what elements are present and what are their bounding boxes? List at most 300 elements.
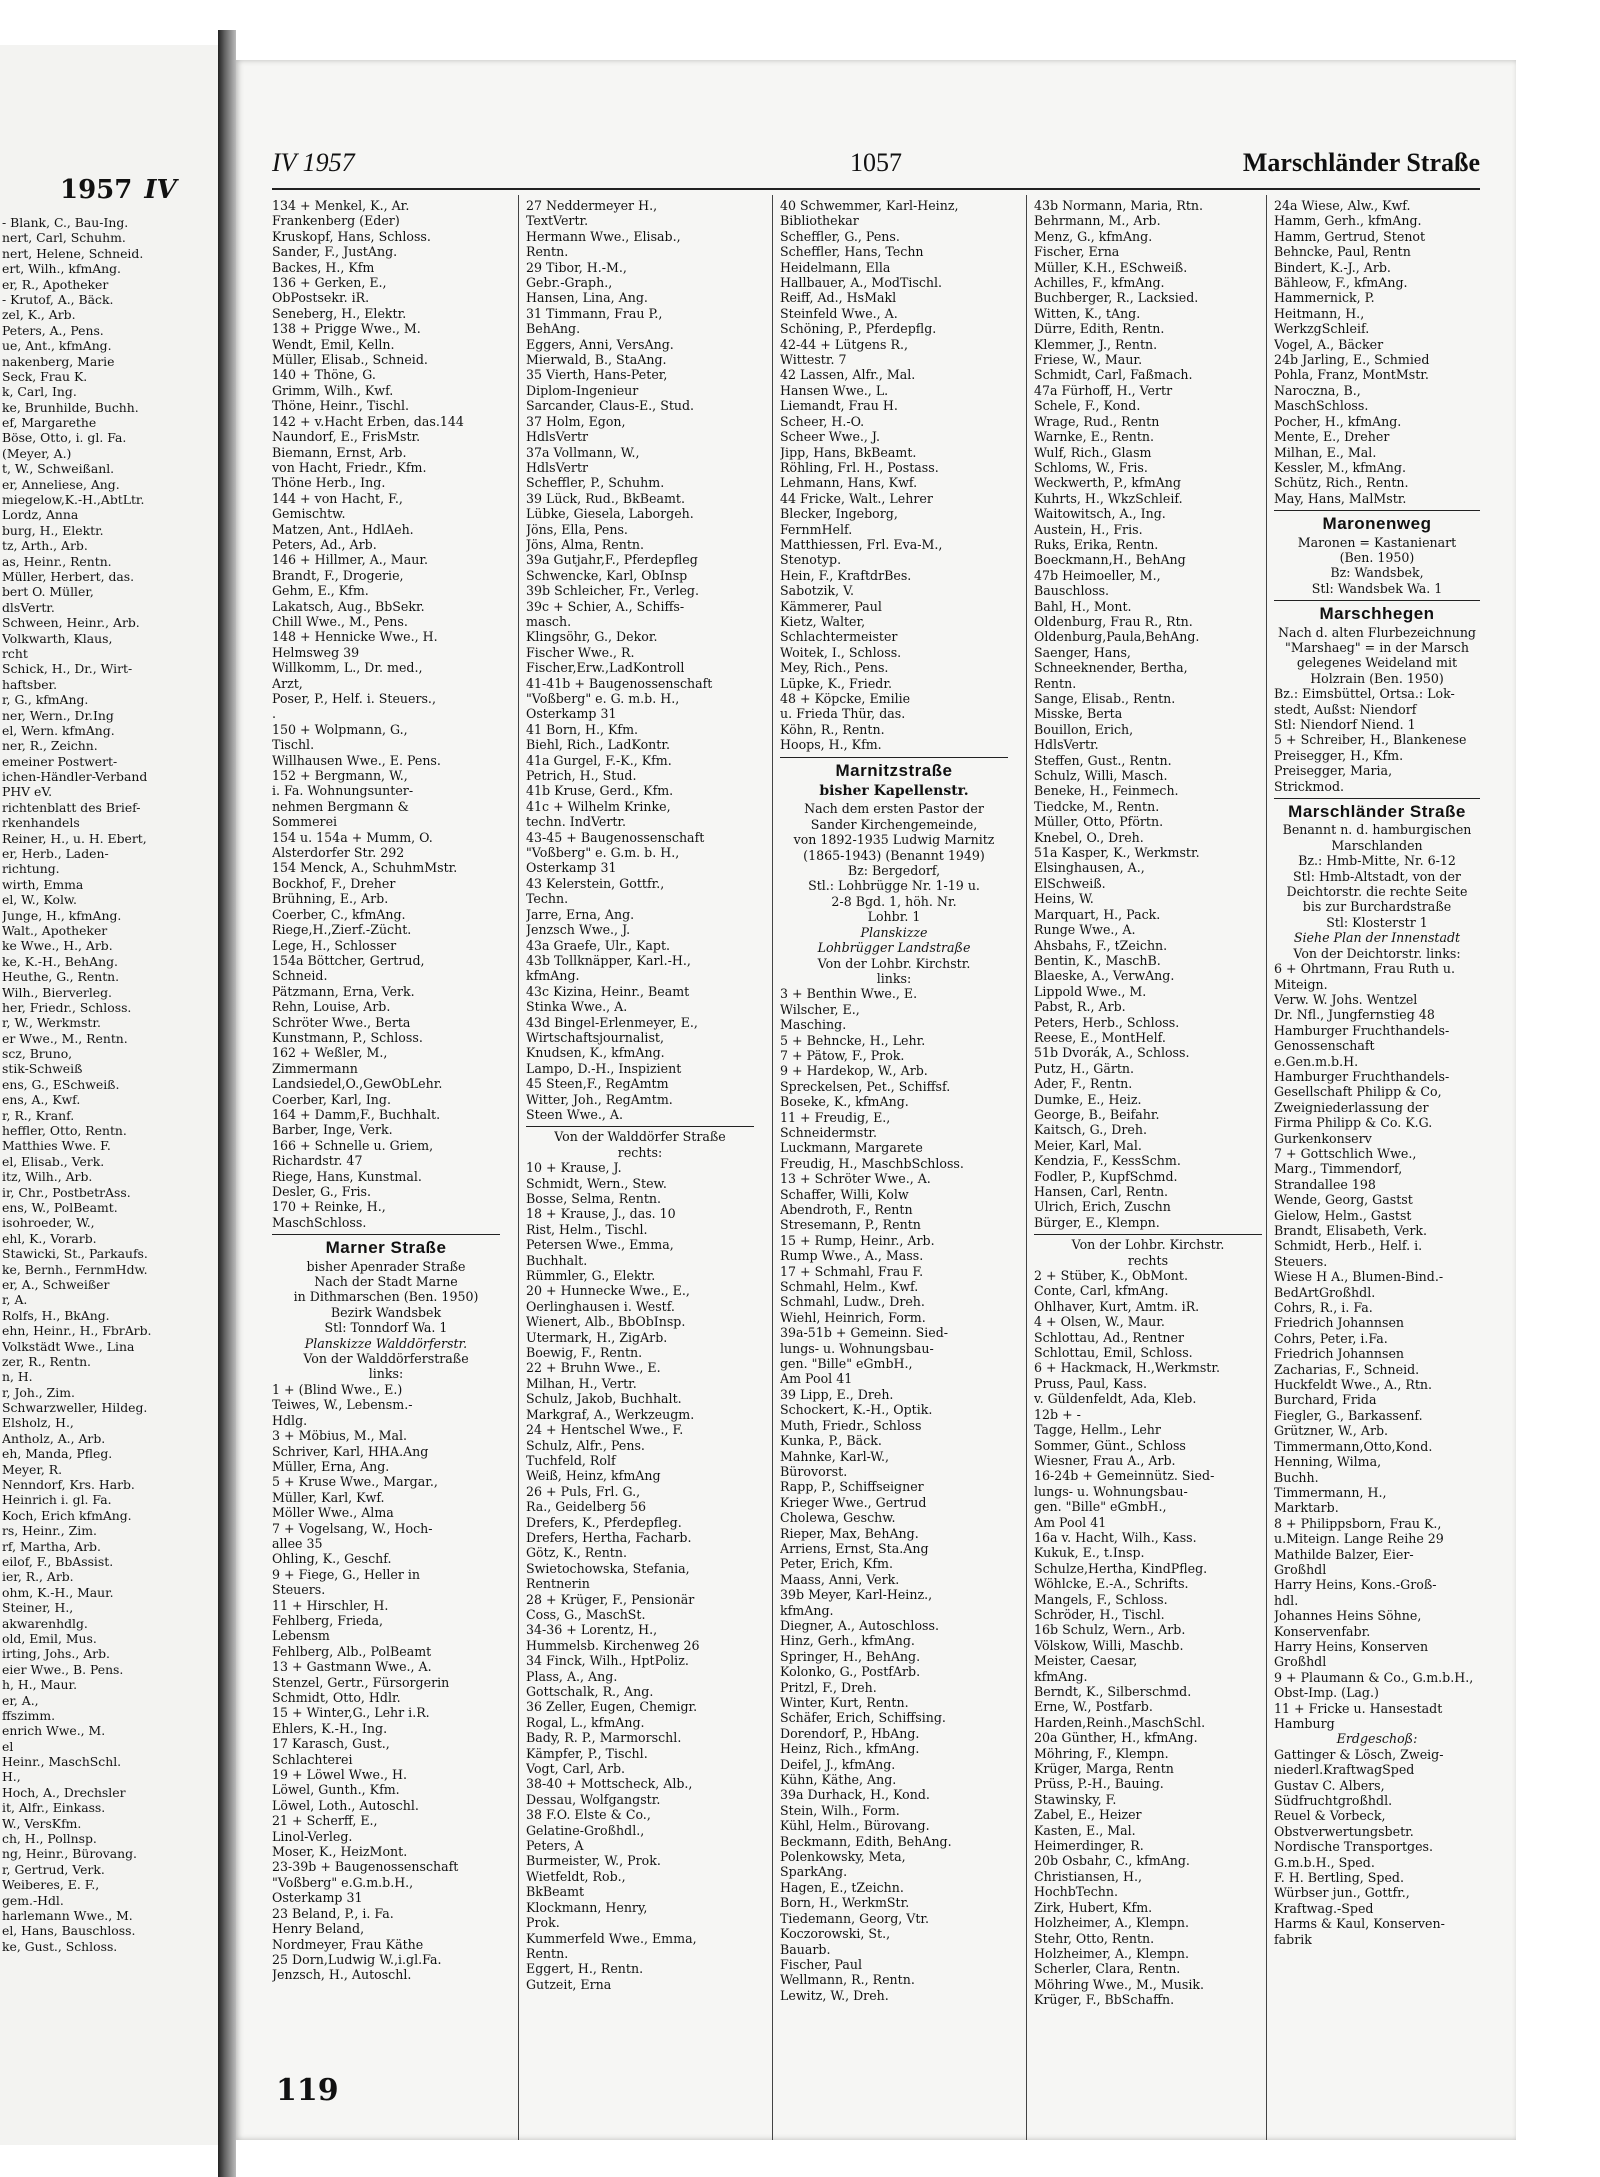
directory-entry: Christiansen, H.,	[1034, 1868, 1142, 1884]
directory-entry: Tiedemann, Georg, Vtr.	[780, 1910, 930, 1926]
directory-entry: Götz, K., Rentn.	[526, 1545, 627, 1561]
directory-entry: hdl.	[1274, 1592, 1299, 1608]
directory-entry: Rapp, P., Schiffseigner	[780, 1479, 924, 1495]
left-page-line: bert O. Müller,	[2, 584, 94, 600]
directory-entry: Müller, Otto, Pförtn.	[1034, 814, 1164, 830]
directory-entry: 18 + Krause, J., das. 10	[526, 1206, 676, 1222]
street-note: Nach der Stadt Marne	[314, 1274, 458, 1290]
directory-entry: Wirtschaftsjournalist,	[526, 1029, 664, 1045]
left-page-line: ke, K.-H., BehAng.	[2, 953, 118, 969]
directory-entry: Bentin, K., MaschB.	[1034, 952, 1161, 968]
directory-entry: Lüpke, K., Friedr.	[780, 675, 892, 691]
directory-entry: Sommer, Günt., Schloss	[1034, 1437, 1186, 1453]
page-folio: 119	[276, 2073, 339, 2108]
left-page-line: er, A., Schweißer	[2, 1276, 110, 1292]
left-page-line: Wilh., Bierverleg.	[2, 984, 112, 1000]
directory-entry: Weiß, Heinz, kfmAng	[526, 1468, 661, 1484]
directory-entry: Blaeske, A., VerwAng.	[1034, 968, 1175, 984]
street-note: Marschlanden	[1331, 837, 1423, 853]
left-page-line: Meyer, R.	[2, 1461, 63, 1477]
directory-entry: von Hacht, Friedr., Kfm.	[272, 459, 427, 475]
directory-entry: 45 Steen,F., RegAmtm	[526, 1076, 669, 1092]
directory-entry: Tischl.	[272, 737, 315, 753]
directory-entry: 166 + Schnelle u. Griem,	[272, 1137, 434, 1153]
street-note-italic: Erdgeschoß:	[1336, 1731, 1418, 1747]
directory-entry: Coerber, Karl, Ing.	[272, 1091, 391, 1107]
left-page-line: rkenhandels	[2, 815, 80, 831]
directory-entry: Dr. Nfl., Jungfernstieg 48	[1274, 1007, 1435, 1023]
left-page-line: - Blank, C., Bau-Ing.	[2, 215, 129, 230]
column-divider	[518, 195, 519, 2140]
left-page-line: ens, A., Kwf.	[2, 1092, 81, 1108]
directory-entry: e.Gen.m.b.H.	[1274, 1053, 1359, 1069]
directory-entry: Diplom-Ingenieur	[526, 382, 639, 398]
directory-entry: 21 + Scherff, E.,	[272, 1813, 378, 1829]
directory-entry: 146 + Hillmer, A., Maur.	[272, 552, 428, 568]
directory-entry: 29 Tibor, H.-M.,	[526, 259, 627, 275]
directory-entry: HdlsVertr	[526, 429, 589, 445]
street-note: Lohbr. 1	[867, 909, 921, 925]
directory-entry: 3 + Benthin Wwe., E.	[780, 986, 918, 1002]
left-page-line: zer, R., Rentn.	[2, 1353, 91, 1369]
directory-entry: .	[272, 706, 277, 722]
directory-entry: 39c + Schier, A., Schiffs-	[526, 598, 685, 614]
left-page-line: irting, Johs., Arb.	[2, 1646, 110, 1662]
street-note: bis zur Burchardstraße	[1302, 899, 1452, 915]
directory-entry: Witten, K., tAng.	[1034, 305, 1141, 321]
directory-entry: Utermark, H., ZigArb.	[526, 1329, 668, 1345]
directory-entry: Thöne, Heinr., Tischl.	[272, 398, 409, 414]
directory-entry: Nordische Transportges.	[1274, 1839, 1434, 1855]
directory-entry: Henning, Wilma,	[1274, 1454, 1382, 1470]
directory-entry: Jöns, Ella, Pens.	[526, 521, 628, 537]
directory-entry: 43c Kizina, Heinr., Beamt	[526, 983, 690, 999]
directory-entry: Schröder, H., Tischl.	[1034, 1606, 1165, 1622]
directory-entry: 170 + Reinke, H.,	[272, 1199, 386, 1215]
left-page-line: ehn, Heinr., H., FbrArb.	[2, 1323, 152, 1339]
left-page-line: n, H.	[2, 1369, 33, 1385]
directory-entry: gen. "Bille" eGmbH.,	[780, 1356, 913, 1372]
left-page-line: Peters, A., Pens.	[2, 322, 104, 338]
edition-label: IV 1957	[272, 148, 355, 177]
book-gutter	[218, 30, 236, 2177]
left-page-line: miegelow,K.-H.,AbtLtr.	[2, 492, 145, 508]
left-page-line: akwarenhdlg.	[2, 1615, 88, 1631]
street-note-italic: Siehe Plan der Innenstadt	[1293, 930, 1461, 946]
left-page-line: emeiner Postwert-	[2, 753, 118, 769]
directory-entry: Schmahl, Helm., Kwf.	[780, 1279, 919, 1295]
directory-entry: 34-36 + Lorentz, H.,	[526, 1622, 658, 1638]
directory-entry: 23-39b + Baugenossenschaft	[272, 1859, 459, 1875]
left-page-line: eilof, F., BbAssist.	[2, 1553, 114, 1569]
directory-entry: Hamm, Gerh., kfmAng.	[1274, 213, 1422, 229]
directory-entry: Linol-Verleg.	[272, 1828, 353, 1844]
directory-entry: Harry Heins, Konserven	[1274, 1638, 1429, 1654]
directory-entry: Dessau, Wolfgangstr.	[526, 1791, 661, 1807]
directory-entry: 148 + Hennicke Wwe., H.	[272, 629, 438, 645]
page-number: 1057	[850, 148, 902, 177]
left-page-line: r, A.	[2, 1292, 28, 1308]
directory-entry: Wulf, Rich., Glasm	[1034, 444, 1152, 460]
directory-entry: "Voßberg" e. G. m.b. H.,	[526, 691, 680, 706]
directory-entry: Klemmer, J., Rentn.	[1034, 336, 1158, 352]
directory-entry: Harden,Reinh.,MaschSchl.	[1034, 1714, 1206, 1730]
directory-entry: Timmermann, H.,	[1274, 1484, 1387, 1500]
directory-entry: Scheffler, G., Pens.	[780, 228, 900, 244]
left-page-line: Schween, Heinr., Arb.	[2, 615, 140, 631]
street-note-italic: Lohbrügger Landstraße	[817, 940, 971, 956]
left-page-header	[60, 175, 177, 205]
directory-entry: Obstverwertungsbetr.	[1274, 1823, 1414, 1839]
street-note: Deichtorstr. die rechte Seite	[1286, 884, 1468, 900]
left-page-line: nakenberg, Marie	[2, 353, 115, 369]
directory-entry: 154 u. 154a + Mumm, O.	[272, 829, 433, 845]
directory-entry: Burchard, Frida	[1274, 1392, 1377, 1408]
left-page-line: nert, Helene, Schneid.	[2, 245, 144, 261]
directory-entry: Pruss, Paul, Kass.	[1034, 1375, 1147, 1391]
directory-entry: Swietochowska, Stefania,	[526, 1560, 690, 1576]
directory-entry: Gehm, E., Kfm.	[272, 583, 369, 599]
directory-entry: 42 Lassen, Alfr., Mal.	[780, 367, 916, 383]
left-page-line: Seck, Frau K.	[2, 368, 88, 384]
directory-entry: Schulz, Willi, Masch.	[1034, 768, 1168, 784]
directory-entry: Fodler, P., KupfSchmd.	[1034, 1168, 1178, 1184]
left-page-line: gem.-Hdl.	[2, 1892, 64, 1908]
directory-entry: Mierwald, B., StaAng.	[526, 352, 667, 368]
left-page-line: wirth, Emma	[2, 876, 84, 892]
directory-entry: Blecker, Ingeborg,	[780, 506, 898, 522]
directory-entry: Reuel & Vorbeck,	[1274, 1808, 1386, 1824]
directory-entry: Schulze,Hertha, KindPfleg.	[1034, 1560, 1208, 1576]
directory-entry: Stein, Wilh., Form.	[780, 1802, 900, 1818]
directory-entry: Chill Wwe., M., Pens.	[272, 613, 408, 629]
directory-entry: Spreckelsen, Pet., Schiffsf.	[780, 1078, 951, 1094]
directory-entry: Schneidermstr.	[780, 1124, 878, 1140]
directory-entry: masch.	[526, 613, 572, 629]
left-page-line: Elsholz, H.,	[2, 1415, 74, 1431]
directory-entry: Johannes Heins Söhne,	[1274, 1608, 1422, 1624]
directory-entry: Kunka, P., Bäck.	[780, 1433, 882, 1449]
directory-entry: Ulrich, Erich, Zuschn	[1034, 1199, 1171, 1215]
street-note: "Marshaeg" = in der Marsch	[1285, 639, 1469, 655]
directory-entry: Krüger, Marga, Rentn	[1034, 1761, 1174, 1777]
directory-entry: Wöhlcke, E.-A., Schrifts.	[1034, 1576, 1189, 1592]
directory-entry: Schriver, Karl, HHA.Ang	[272, 1443, 429, 1459]
directory-entry: Friese, W., Maur.	[1034, 352, 1143, 368]
section-separator	[780, 757, 1008, 758]
directory-entry: 37a Vollmann, W.,	[526, 444, 640, 460]
directory-entry: Cohrs, R., i. Fa.	[1274, 1300, 1373, 1316]
directory-entry: Naroczna, B.,	[1274, 382, 1361, 398]
directory-entry: Hamburger Fruchthandels-	[1274, 1022, 1450, 1038]
directory-entry: Wiehl, Heinrich, Form.	[780, 1309, 926, 1325]
left-page-line: ner, R., Zeichn.	[2, 738, 98, 754]
directory-entry: Tiedcke, M., Rentn.	[1034, 798, 1160, 814]
directory-entry: Ohlhaver, Kurt, Amtm. iR.	[1034, 1298, 1200, 1314]
street-note: bisher Kapellenstr.	[819, 783, 969, 800]
directory-entry: Petersen Wwe., Emma,	[526, 1237, 674, 1253]
directory-entry: Rentn.	[1034, 675, 1077, 691]
directory-entry: Reese, E., MontHelf.	[1034, 1029, 1166, 1045]
directory-entry: Peters, A	[526, 1838, 584, 1854]
directory-entry: Nordmeyer, Frau Käthe	[272, 1936, 424, 1952]
directory-entry: Knudsen, K., kfmAng.	[526, 1045, 665, 1061]
directory-entry: Masching.	[780, 1017, 847, 1033]
street-note: rechts:	[617, 1144, 663, 1160]
directory-entry: 140 + Thöne, G.	[272, 367, 376, 383]
directory-entry: 138 + Prigge Wwe., M.	[272, 321, 421, 337]
directory-entry: Gelatine-Großhdl.,	[526, 1822, 645, 1838]
street-note: links:	[368, 1366, 404, 1382]
section-separator	[272, 1234, 500, 1235]
directory-entry: Kasten, E., Mal.	[1034, 1822, 1136, 1838]
directory-entry: kfmAng.	[526, 968, 580, 984]
street-note: Bz.: Hmb-Mitte, Nr. 6-12	[1298, 853, 1456, 869]
directory-entry: Stenotyp.	[780, 552, 842, 568]
street-heading: Marner Straße	[325, 1238, 447, 1258]
directory-entry: 5 + Schreiber, H., Blankenese	[1274, 732, 1467, 748]
directory-entry: Born, H., WerkmStr.	[780, 1895, 910, 1911]
directory-entry: Timmermann,Otto,Kond.	[1274, 1438, 1433, 1454]
directory-entry: 51a Kasper, K., Werkmstr.	[1034, 845, 1200, 861]
directory-entry: Coerber, C., kfmAng.	[272, 906, 406, 922]
directory-entry: Südfruchtgroßhdl.	[1274, 1793, 1393, 1809]
directory-entry: Oldenburg,Paula,BehAng.	[1034, 629, 1200, 645]
directory-entry: Pohla, Franz, MontMstr.	[1274, 367, 1429, 383]
directory-entry: 11 + Freudig, E.,	[780, 1109, 891, 1125]
directory-entry: Abendroth, F., Rentn	[780, 1202, 913, 1217]
left-page-line: Koch, Erich kfmAng.	[2, 1507, 132, 1523]
directory-entry: 2 + Stüber, K., ObMont.	[1034, 1268, 1188, 1284]
directory-entry: 6 + Ohrtmann, Frau Ruth u.	[1274, 961, 1456, 977]
left-page-line: el, Hans, Bauschloss.	[2, 1923, 136, 1939]
directory-entry: 39a-51b + Gemeinn. Sied-	[780, 1325, 949, 1341]
directory-entry: May, Hans, MalMstr.	[1274, 490, 1407, 506]
directory-entry: 6 + Hackmack, H.,Werkmstr.	[1034, 1360, 1221, 1376]
street-note: Bezirk Wandsbek	[330, 1304, 442, 1320]
directory-entry: 43b Normann, Maria, Rtn.	[1034, 198, 1204, 213]
directory-entry: Vogel, A., Bäcker	[1274, 336, 1384, 352]
directory-entry: Schulz, Alfr., Pens.	[526, 1437, 645, 1453]
left-page-line: itz, Wilh., Arb.	[2, 1169, 93, 1185]
directory-entry: Scherler, Clara, Rentn.	[1034, 1961, 1181, 1977]
directory-entry: Steen Wwe., A.	[526, 1106, 623, 1122]
directory-entry: Heinz, Rich., kfmAng.	[780, 1741, 920, 1757]
directory-entry: Erne, W., Postfarb.	[1034, 1699, 1153, 1715]
directory-entry: Schlachterei	[272, 1751, 353, 1767]
directory-entry: Kendzia, F., KessSchm.	[1034, 1153, 1181, 1169]
directory-entry: Austein, H., Fris.	[1034, 521, 1143, 537]
directory-entry: 24 + Hentschel Wwe., F.	[526, 1422, 684, 1438]
directory-entry: Möhring, F., Klempn.	[1034, 1745, 1169, 1761]
left-page-line: heffler, Otto, Rentn.	[2, 1123, 127, 1139]
left-page-line: er Wwe., M., Rentn.	[2, 1030, 128, 1046]
street-note: Stl.: Lohbrügge Nr. 1-19 u.	[808, 878, 980, 894]
directory-entry: Gutzeit, Erna	[526, 1976, 612, 1992]
directory-entry: Schwencke, Karl, ObInsp	[526, 567, 688, 583]
directory-entry: Hansen, Lina, Ang.	[526, 290, 648, 306]
directory-entry: Gurkenkonserv	[1274, 1130, 1372, 1146]
street-note: Stl: Hmb-Altstadt, von der	[1293, 868, 1461, 884]
directory-entry: Arzt,	[272, 675, 303, 691]
directory-entry: Brandt, Elisabeth, Verk.	[1274, 1223, 1427, 1238]
directory-entry: Müller, Elisab., Schneid.	[272, 352, 428, 368]
directory-entry: Seneberg, H., Elektr.	[272, 305, 407, 321]
directory-entry: Koczorowski, St.,	[780, 1926, 891, 1942]
directory-entry: Möller Wwe., Alma	[272, 1505, 394, 1521]
street-note: Stl: Klosterstr 1	[1326, 914, 1428, 930]
left-page-line: ef, Margarethe	[2, 415, 97, 431]
directory-entry: 38 F.O. Elste & Co.,	[526, 1807, 651, 1823]
street-note: 2-8 Bgd. 1, höh. Nr.	[831, 893, 957, 909]
directory-entry: Peter, Erich, Kfm.	[780, 1556, 893, 1572]
directory-entry: 20b Osbahr, C., kfmAng.	[1034, 1853, 1190, 1869]
directory-entry: Rümmler, G., Elektr.	[526, 1268, 656, 1284]
directory-entry: Burmeister, W., Prok.	[526, 1853, 661, 1869]
left-page-line: r, W., Werkmstr.	[2, 1015, 101, 1031]
directory-entry: Fischer, Paul	[780, 1956, 863, 1972]
directory-entry: Marquart, H., Pack.	[1034, 906, 1161, 922]
directory-entry: 41b Kruse, Gerd., Kfm.	[526, 783, 674, 799]
directory-entry: Ra., Geidelberg 56	[526, 1499, 646, 1515]
directory-entry: Buchh.	[1274, 1469, 1319, 1485]
directory-entry: 43 Kelerstein, Gottfr.,	[526, 875, 665, 891]
directory-entry: Zweigniederlassung der	[1274, 1099, 1429, 1115]
directory-entry: Preisegger, H., Kfm.	[1274, 747, 1404, 763]
left-page-line: Böse, Otto, i. gl. Fa.	[2, 430, 127, 446]
directory-entry: Gottschalk, R., Ang.	[526, 1684, 654, 1699]
directory-entry: Kühn, Käthe, Ang.	[780, 1772, 897, 1788]
directory-entry: George, B., Beifahr.	[1034, 1106, 1160, 1122]
directory-entry: Menz, G., kfmAng.	[1034, 228, 1153, 244]
directory-entry: Lampo, D.-H., Inspizient	[526, 1060, 682, 1076]
directory-entry: techn. IndVertr.	[526, 814, 627, 830]
directory-entry: Kraftwag.-Sped	[1274, 1900, 1374, 1916]
directory-entry: Heimerdinger, R.	[1034, 1838, 1144, 1854]
directory-entry: 34 Finck, Wilh., HptPoliz.	[526, 1653, 689, 1669]
column-divider	[772, 195, 773, 2140]
left-page-line: ue, Ant., kfmAng.	[2, 338, 112, 354]
directory-entry: 150 + Wolpmann, G.,	[272, 721, 408, 737]
street-note: (1865-1943) (Benannt 1949)	[803, 847, 985, 863]
directory-entry: 152 + Bergmann, W.,	[272, 768, 408, 784]
directory-entry: stedt, Außst: Niendorf	[1274, 701, 1417, 717]
street-note: (Ben. 1950)	[1339, 549, 1415, 565]
directory-entry: Cholewa, Geschw.	[780, 1510, 896, 1526]
directory-entry: Sander, F., JustAng.	[272, 244, 398, 260]
directory-entry: Schäfer, Erich, Schiffsing.	[780, 1710, 946, 1726]
directory-entry: Behncke, Paul, Rentn	[1274, 244, 1411, 260]
directory-entry: 36 Zeller, Eugen, Chemigr.	[526, 1699, 698, 1715]
directory-entry: Gesellschaft Philipp & Co,	[1274, 1084, 1442, 1100]
directory-entry: 11 + Fricke u. Hansestadt	[1274, 1700, 1443, 1716]
directory-entry: Sommerei	[272, 814, 338, 830]
left-page-line: scz, Bruno,	[2, 1046, 73, 1062]
directory-entry: Stawinsky, F.	[1034, 1791, 1117, 1807]
directory-entry: Holzheimer, A., Klempn.	[1034, 1945, 1189, 1961]
directory-entry: Wietfeldt, Rob.,	[526, 1868, 626, 1884]
directory-entry: Scheer, H.-O.	[780, 413, 865, 429]
directory-entry: Frankenberg (Eder)	[272, 213, 400, 229]
directory-entry: 16-24b + Gemeinnütz. Sied-	[1034, 1468, 1215, 1484]
directory-entry: 42-44 + Lütgens R.,	[780, 336, 908, 352]
directory-entry: Bähleow, F., kfmAng.	[1274, 275, 1408, 291]
directory-entry: Obst-Imp. (Lag.)	[1274, 1685, 1379, 1701]
directory-entry: Wellmann, R., Rentn.	[780, 1972, 915, 1988]
directory-entry: Bibliothekar	[780, 213, 859, 229]
directory-entry: Bz.: Eimsbüttel, Ortsa.: Lok-	[1274, 686, 1455, 702]
street-note: Nach dem ersten Pastor der	[804, 801, 984, 817]
left-page-line: r, R., Kranf.	[2, 1107, 75, 1123]
directory-entry: Preisegger, Maria,	[1274, 763, 1393, 779]
directory-entry: Meister, Caesar,	[1034, 1653, 1138, 1669]
directory-entry: Löwel, Loth., Autoschl.	[272, 1797, 419, 1813]
directory-entry: Pocher, H., kfmAng.	[1274, 413, 1402, 429]
directory-entry: Springer, H., BehAng.	[780, 1648, 921, 1664]
directory-entry: Schlottau, Emil, Schloss.	[1034, 1345, 1193, 1361]
directory-entry: Mahnke, Karl-W.,	[780, 1448, 889, 1464]
directory-entry: 162 + Weßler, M.,	[272, 1045, 388, 1061]
left-page-entries	[2, 215, 212, 1954]
directory-entry: Heidelmann, Ella	[780, 259, 891, 275]
directory-entry: 37 Holm, Egon,	[526, 413, 626, 429]
directory-entry: Stehr, Otto, Rentn.	[1034, 1930, 1155, 1946]
directory-entry: Grützner, W., Arb.	[1274, 1423, 1389, 1439]
left-page-line: rcht	[2, 645, 28, 661]
directory-entry: Putz, H., Gärtn.	[1034, 1060, 1135, 1076]
directory-entry: Osterkamp 31	[272, 1890, 363, 1906]
directory-entry: Grimm, Wilh., Kwf.	[272, 382, 394, 398]
directory-entry: Meier, Karl, Mal.	[1034, 1137, 1142, 1153]
street-note: Bz: Wandsbek,	[1330, 565, 1424, 581]
directory-entry: Scheffler, P., Schuhm.	[526, 475, 665, 491]
left-page-year: 1957	[60, 175, 133, 205]
directory-entry: 40 Schwemmer, Karl-Heinz,	[780, 198, 959, 213]
left-page-line: burg, H., Elektr.	[2, 522, 104, 538]
street-note-italic: Planskizze Walddörferstr.	[304, 1335, 468, 1351]
column-divider	[1026, 195, 1027, 2140]
column-5	[1274, 198, 1480, 1947]
directory-entry: Bürovorst.	[780, 1463, 848, 1479]
directory-entry: Biemann, Ernst, Arb.	[272, 444, 407, 460]
directory-entry: Wilscher, E.,	[780, 1001, 860, 1017]
directory-entry: lungs- u. Wohnungsbau-	[1034, 1483, 1188, 1499]
directory-entry: Stl: Niendorf Niend. 1	[1274, 717, 1416, 732]
left-page-line: ohm, K.-H., Maur.	[2, 1584, 114, 1600]
directory-entry: 15 + Winter,G., Lehr i.R.	[272, 1705, 430, 1721]
street-note: Von der Lohbr. Kirchstr.	[1071, 1237, 1225, 1253]
directory-entry: "Voßberg" e.G.m.b.H.,	[272, 1874, 414, 1890]
directory-entry: HochbTechn.	[1034, 1884, 1118, 1900]
directory-entry: BedArtGroßhdl.	[1274, 1284, 1376, 1300]
directory-entry: lungs- u. Wohnungsbau-	[780, 1340, 934, 1356]
directory-entry: Friedrich Johannsen	[1274, 1315, 1405, 1331]
directory-entry: Kummerfeld Wwe., Emma,	[526, 1930, 697, 1946]
directory-entry: 13 + Schröter Wwe., A.	[780, 1171, 931, 1187]
directory-entry: ObPostsekr. iR.	[272, 290, 370, 306]
directory-entry: Boseke, K., kfmAng.	[780, 1094, 909, 1110]
directory-entry: Kämmerer, Paul	[780, 598, 882, 614]
left-page-line: r, Joh., Zim.	[2, 1384, 75, 1400]
directory-entry: Würbser jun., Gottfr.,	[1274, 1885, 1410, 1901]
directory-entry: Peters, Herb., Schloss.	[1034, 1014, 1180, 1030]
left-page-line: Schick, H., Dr., Wirt-	[2, 661, 133, 677]
directory-entry: 41-41b + Baugenossenschaft	[526, 675, 713, 691]
directory-entry: Vogt, Carl, Arb.	[526, 1761, 626, 1777]
left-page-line: haftsber.	[2, 676, 58, 692]
left-page-line: el, W., Kolw.	[2, 892, 77, 908]
directory-entry: Harms & Kaul, Konserven-	[1274, 1916, 1445, 1932]
